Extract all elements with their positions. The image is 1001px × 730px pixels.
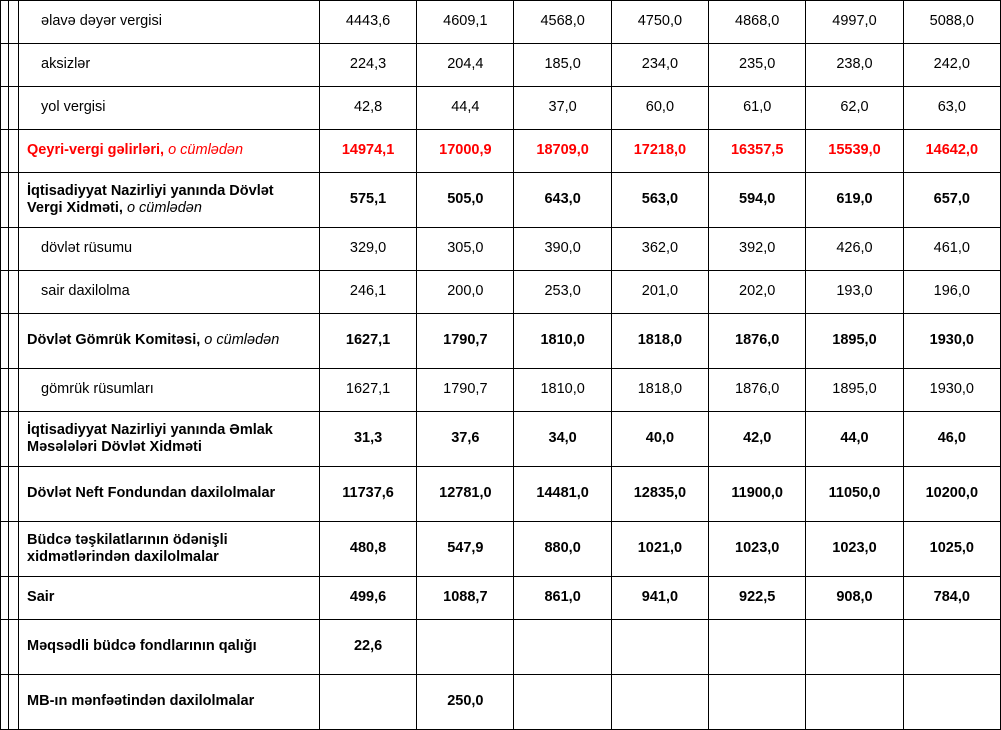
cell-road-tax-col3[interactable]: 37,0 bbox=[514, 87, 611, 130]
row-label-qualifier: o cümlədən bbox=[204, 332, 280, 349]
cell-state-oil-fund-transfers-col7[interactable]: 10200,0 bbox=[903, 467, 1000, 522]
cell-paid-services-of-budget-organizations-col5[interactable]: 1023,0 bbox=[709, 522, 806, 577]
cell-excise-col2[interactable]: 204,4 bbox=[417, 44, 514, 87]
row-label-road-tax[interactable] bbox=[19, 87, 320, 130]
cell-road-tax-col1[interactable]: 42,8 bbox=[319, 87, 416, 130]
outline-gutter-inner bbox=[9, 675, 19, 730]
row-label-state-tax-service[interactable] bbox=[19, 173, 320, 228]
cell-central-bank-profit-receipts-col5[interactable] bbox=[709, 675, 806, 730]
cell-state-tax-service-col7[interactable]: 657,0 bbox=[903, 173, 1000, 228]
cell-value-added-tax-col5[interactable]: 4868,0 bbox=[709, 1, 806, 44]
cell-targeted-budget-funds-balance-col1[interactable]: 22,6 bbox=[319, 620, 416, 675]
cell-state-tax-service-col4[interactable]: 563,0 bbox=[611, 173, 708, 228]
outline-gutter-outer bbox=[1, 130, 9, 173]
row-label-central-bank-profit-receipts[interactable] bbox=[19, 675, 320, 730]
row-label-customs-duties[interactable] bbox=[19, 369, 320, 412]
table-row[interactable] bbox=[1, 577, 1001, 620]
cell-other-receipts-col1[interactable]: 246,1 bbox=[319, 271, 416, 314]
cell-targeted-budget-funds-balance-col4[interactable] bbox=[611, 620, 708, 675]
cell-state-duty-col2[interactable]: 305,0 bbox=[417, 228, 514, 271]
row-label-state-property-service[interactable] bbox=[19, 412, 320, 467]
cell-state-oil-fund-transfers-col5[interactable]: 11900,0 bbox=[709, 467, 806, 522]
cell-non-tax-revenues-col7[interactable]: 14642,0 bbox=[903, 130, 1000, 173]
outline-gutter-inner bbox=[9, 314, 19, 369]
cell-excise-col1[interactable]: 224,3 bbox=[319, 44, 416, 87]
cell-other-receipts-col2[interactable]: 200,0 bbox=[417, 271, 514, 314]
table-row[interactable] bbox=[1, 271, 1001, 314]
cell-customs-duties-col2[interactable]: 1790,7 bbox=[417, 369, 514, 412]
cell-other-col6[interactable]: 908,0 bbox=[806, 577, 903, 620]
cell-road-tax-col2[interactable]: 44,4 bbox=[417, 87, 514, 130]
cell-state-oil-fund-transfers-col1[interactable]: 11737,6 bbox=[319, 467, 416, 522]
cell-paid-services-of-budget-organizations-col7[interactable]: 1025,0 bbox=[903, 522, 1000, 577]
table-row[interactable] bbox=[1, 620, 1001, 675]
cell-central-bank-profit-receipts-col4[interactable] bbox=[611, 675, 708, 730]
cell-excise-col7[interactable]: 242,0 bbox=[903, 44, 1000, 87]
table-row[interactable] bbox=[1, 675, 1001, 730]
cell-state-tax-service-col6[interactable]: 619,0 bbox=[806, 173, 903, 228]
cell-customs-duties-col1[interactable]: 1627,1 bbox=[319, 369, 416, 412]
outline-gutter-outer bbox=[1, 271, 9, 314]
cell-state-customs-committee-col5[interactable]: 1876,0 bbox=[709, 314, 806, 369]
cell-state-property-service-col7[interactable]: 46,0 bbox=[903, 412, 1000, 467]
cell-state-customs-committee-col1[interactable]: 1627,1 bbox=[319, 314, 416, 369]
cell-state-property-service-col2[interactable]: 37,6 bbox=[417, 412, 514, 467]
row-label-text: İqtisadiyyat Nazirliyi yanında Dövlət Vergi Xidməti, bbox=[27, 182, 274, 216]
row-label-text: Dövlət Gömrük Komitəsi, bbox=[27, 332, 205, 349]
row-label-text: Dövlət Neft Fondundan daxilolmalar bbox=[27, 485, 276, 502]
row-label-text: sair daxilolma bbox=[41, 283, 130, 300]
row-label-text: Qeyri-vergi gəlirləri, bbox=[27, 142, 169, 159]
row-label-text: Məqsədli büdcə fondlarının qalığı bbox=[27, 638, 257, 655]
outline-gutter-outer bbox=[1, 314, 9, 369]
outline-gutter-inner bbox=[9, 44, 19, 87]
outline-gutter-inner bbox=[9, 577, 19, 620]
outline-gutter-outer bbox=[1, 228, 9, 271]
cell-non-tax-revenues-col2[interactable]: 17000,9 bbox=[417, 130, 514, 173]
cell-other-receipts-col7[interactable]: 196,0 bbox=[903, 271, 1000, 314]
cell-state-duty-col3[interactable]: 390,0 bbox=[514, 228, 611, 271]
cell-value-added-tax-col7[interactable]: 5088,0 bbox=[903, 1, 1000, 44]
row-label-qualifier: o cümlədən bbox=[126, 200, 202, 216]
cell-targeted-budget-funds-balance-col2[interactable] bbox=[417, 620, 514, 675]
cell-excise-col4[interactable]: 234,0 bbox=[611, 44, 708, 87]
cell-excise-col5[interactable]: 235,0 bbox=[709, 44, 806, 87]
cell-paid-services-of-budget-organizations-col3[interactable]: 880,0 bbox=[514, 522, 611, 577]
cell-non-tax-revenues-col4[interactable]: 17218,0 bbox=[611, 130, 708, 173]
outline-gutter-outer bbox=[1, 467, 9, 522]
table-row[interactable] bbox=[1, 44, 1001, 87]
row-label-text: əlavə dəyər vergisi bbox=[41, 13, 162, 30]
table-body bbox=[1, 1, 1001, 730]
row-label-targeted-budget-funds-balance[interactable] bbox=[19, 620, 320, 675]
outline-gutter-outer bbox=[1, 620, 9, 675]
row-label-value-added-tax[interactable] bbox=[19, 1, 320, 44]
cell-state-property-service-col5[interactable]: 42,0 bbox=[709, 412, 806, 467]
cell-central-bank-profit-receipts-col1[interactable] bbox=[319, 675, 416, 730]
cell-state-duty-col1[interactable]: 329,0 bbox=[319, 228, 416, 271]
cell-non-tax-revenues-col3[interactable]: 18709,0 bbox=[514, 130, 611, 173]
outline-gutter-inner bbox=[9, 467, 19, 522]
table-row[interactable] bbox=[1, 522, 1001, 577]
table-row[interactable] bbox=[1, 467, 1001, 522]
cell-state-oil-fund-transfers-col2[interactable]: 12781,0 bbox=[417, 467, 514, 522]
row-label-other-receipts[interactable] bbox=[19, 271, 320, 314]
cell-value-added-tax-col2[interactable]: 4609,1 bbox=[417, 1, 514, 44]
cell-road-tax-col7[interactable]: 63,0 bbox=[903, 87, 1000, 130]
row-label-paid-services-of-budget-organizations[interactable] bbox=[19, 522, 320, 577]
cell-value-added-tax-col3[interactable]: 4568,0 bbox=[514, 1, 611, 44]
cell-other-col1[interactable]: 499,6 bbox=[319, 577, 416, 620]
outline-gutter-inner bbox=[9, 412, 19, 467]
row-label-qualifier: o cümlədən bbox=[168, 142, 244, 159]
table-row[interactable] bbox=[1, 412, 1001, 467]
outline-gutter-outer bbox=[1, 87, 9, 130]
outline-gutter-outer bbox=[1, 412, 9, 467]
cell-customs-duties-col7[interactable]: 1930,0 bbox=[903, 369, 1000, 412]
cell-other-col4[interactable]: 941,0 bbox=[611, 577, 708, 620]
cell-state-oil-fund-transfers-col3[interactable]: 14481,0 bbox=[514, 467, 611, 522]
cell-paid-services-of-budget-organizations-col2[interactable]: 547,9 bbox=[417, 522, 514, 577]
cell-central-bank-profit-receipts-col3[interactable] bbox=[514, 675, 611, 730]
cell-customs-duties-col6[interactable]: 1895,0 bbox=[806, 369, 903, 412]
cell-other-receipts-col5[interactable]: 202,0 bbox=[709, 271, 806, 314]
row-label-state-oil-fund-transfers[interactable] bbox=[19, 467, 320, 522]
cell-road-tax-col6[interactable]: 62,0 bbox=[806, 87, 903, 130]
cell-excise-col3[interactable]: 185,0 bbox=[514, 44, 611, 87]
row-label-non-tax-revenues[interactable] bbox=[19, 130, 320, 173]
cell-state-property-service-col3[interactable]: 34,0 bbox=[514, 412, 611, 467]
cell-customs-duties-col5[interactable]: 1876,0 bbox=[709, 369, 806, 412]
cell-targeted-budget-funds-balance-col3[interactable] bbox=[514, 620, 611, 675]
cell-other-col7[interactable]: 784,0 bbox=[903, 577, 1000, 620]
cell-value-added-tax-col4[interactable]: 4750,0 bbox=[611, 1, 708, 44]
cell-targeted-budget-funds-balance-col7[interactable] bbox=[903, 620, 1000, 675]
cell-state-customs-committee-col6[interactable]: 1895,0 bbox=[806, 314, 903, 369]
cell-state-duty-col4[interactable]: 362,0 bbox=[611, 228, 708, 271]
cell-central-bank-profit-receipts-col7[interactable] bbox=[903, 675, 1000, 730]
row-label-text: aksizlər bbox=[41, 56, 91, 73]
outline-gutter-inner bbox=[9, 522, 19, 577]
outline-gutter-inner bbox=[9, 271, 19, 314]
cell-state-customs-committee-col4[interactable]: 1818,0 bbox=[611, 314, 708, 369]
row-label-state-duty[interactable] bbox=[19, 228, 320, 271]
cell-value-added-tax-col1[interactable]: 4443,6 bbox=[319, 1, 416, 44]
cell-central-bank-profit-receipts-col6[interactable] bbox=[806, 675, 903, 730]
cell-road-tax-col4[interactable]: 60,0 bbox=[611, 87, 708, 130]
cell-non-tax-revenues-col5[interactable]: 16357,5 bbox=[709, 130, 806, 173]
cell-road-tax-col5[interactable]: 61,0 bbox=[709, 87, 806, 130]
outline-gutter-inner bbox=[9, 1, 19, 44]
table-row[interactable] bbox=[1, 1, 1001, 44]
cell-state-customs-committee-col3[interactable]: 1810,0 bbox=[514, 314, 611, 369]
cell-customs-duties-col3[interactable]: 1810,0 bbox=[514, 369, 611, 412]
outline-gutter-outer bbox=[1, 577, 9, 620]
cell-state-duty-col7[interactable]: 461,0 bbox=[903, 228, 1000, 271]
cell-other-col2[interactable]: 1088,7 bbox=[417, 577, 514, 620]
row-label-text: Sair bbox=[27, 589, 55, 606]
outline-gutter-outer bbox=[1, 369, 9, 412]
outline-gutter-inner bbox=[9, 228, 19, 271]
cell-state-property-service-col1[interactable]: 31,3 bbox=[319, 412, 416, 467]
cell-targeted-budget-funds-balance-col5[interactable] bbox=[709, 620, 806, 675]
cell-state-customs-committee-col2[interactable]: 1790,7 bbox=[417, 314, 514, 369]
outline-gutter-inner bbox=[9, 87, 19, 130]
outline-gutter-inner bbox=[9, 173, 19, 228]
cell-non-tax-revenues-col6[interactable]: 15539,0 bbox=[806, 130, 903, 173]
table-row[interactable] bbox=[1, 130, 1001, 173]
cell-state-duty-col5[interactable]: 392,0 bbox=[709, 228, 806, 271]
outline-gutter-outer bbox=[1, 522, 9, 577]
cell-state-property-service-col4[interactable]: 40,0 bbox=[611, 412, 708, 467]
cell-other-receipts-col3[interactable]: 253,0 bbox=[514, 271, 611, 314]
row-label-text: yol vergisi bbox=[41, 99, 106, 116]
cell-other-col5[interactable]: 922,5 bbox=[709, 577, 806, 620]
cell-other-receipts-col6[interactable]: 193,0 bbox=[806, 271, 903, 314]
cell-excise-col6[interactable]: 238,0 bbox=[806, 44, 903, 87]
cell-state-duty-col6[interactable]: 426,0 bbox=[806, 228, 903, 271]
cell-central-bank-profit-receipts-col2[interactable]: 250,0 bbox=[417, 675, 514, 730]
cell-state-tax-service-col1[interactable]: 575,1 bbox=[319, 173, 416, 228]
cell-non-tax-revenues-col1[interactable]: 14974,1 bbox=[319, 130, 416, 173]
row-label-text: Büdcə təşkilatlarının ödənişli xidmətlərindən daxilolmalar bbox=[27, 531, 228, 565]
cell-paid-services-of-budget-organizations-col1[interactable]: 480,8 bbox=[319, 522, 416, 577]
row-label-state-customs-committee[interactable] bbox=[19, 314, 320, 369]
row-label-other[interactable] bbox=[19, 577, 320, 620]
outline-gutter-outer bbox=[1, 173, 9, 228]
table-row[interactable] bbox=[1, 87, 1001, 130]
outline-gutter-outer bbox=[1, 1, 9, 44]
cell-state-oil-fund-transfers-col4[interactable]: 12835,0 bbox=[611, 467, 708, 522]
cell-other-col3[interactable]: 861,0 bbox=[514, 577, 611, 620]
outline-gutter-inner bbox=[9, 369, 19, 412]
outline-gutter-outer bbox=[1, 675, 9, 730]
cell-paid-services-of-budget-organizations-col4[interactable]: 1021,0 bbox=[611, 522, 708, 577]
outline-gutter-inner bbox=[9, 130, 19, 173]
cell-customs-duties-col4[interactable]: 1818,0 bbox=[611, 369, 708, 412]
outline-gutter-outer bbox=[1, 44, 9, 87]
cell-state-tax-service-col3[interactable]: 643,0 bbox=[514, 173, 611, 228]
row-label-text: MB-ın mənfəətindən daxilolmalar bbox=[27, 693, 255, 710]
table-row[interactable] bbox=[1, 173, 1001, 228]
row-label-excise[interactable] bbox=[19, 44, 320, 87]
cell-state-customs-committee-col7[interactable]: 1930,0 bbox=[903, 314, 1000, 369]
cell-other-receipts-col4[interactable]: 201,0 bbox=[611, 271, 708, 314]
cell-paid-services-of-budget-organizations-col6[interactable]: 1023,0 bbox=[806, 522, 903, 577]
row-label-text: gömrük rüsumları bbox=[41, 381, 154, 398]
cell-state-oil-fund-transfers-col6[interactable]: 11050,0 bbox=[806, 467, 903, 522]
table-row[interactable] bbox=[1, 228, 1001, 271]
table-row[interactable] bbox=[1, 314, 1001, 369]
cell-state-tax-service-col2[interactable]: 505,0 bbox=[417, 173, 514, 228]
table-row[interactable] bbox=[1, 369, 1001, 412]
outline-gutter-inner bbox=[9, 620, 19, 675]
cell-state-tax-service-col5[interactable]: 594,0 bbox=[709, 173, 806, 228]
row-label-text: dövlət rüsumu bbox=[41, 240, 133, 257]
row-label-text: İqtisadiyyat Nazirliyi yanında Əmlak Məsələləri Dövlət Xidməti bbox=[27, 421, 273, 455]
cell-targeted-budget-funds-balance-col6[interactable] bbox=[806, 620, 903, 675]
cell-state-property-service-col6[interactable]: 44,0 bbox=[806, 412, 903, 467]
cell-value-added-tax-col6[interactable]: 4997,0 bbox=[806, 1, 903, 44]
